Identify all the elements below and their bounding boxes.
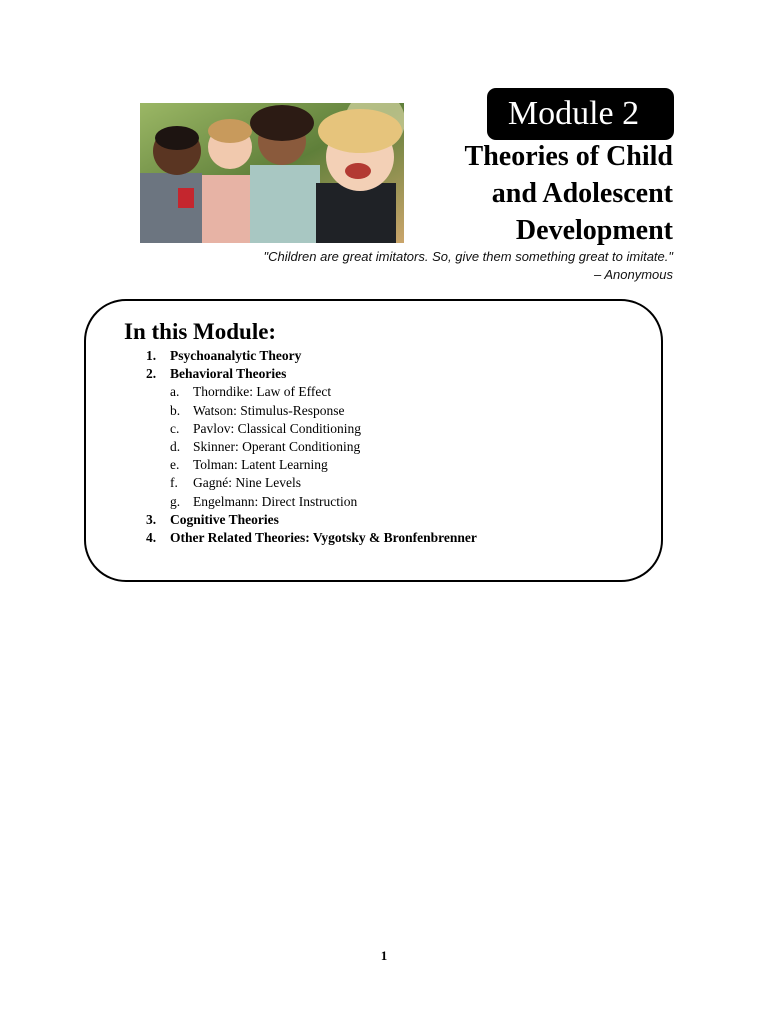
sub-list-item-label: Watson: Stimulus-Response <box>193 402 345 418</box>
sub-list-item: d. Skinner: Operant Conditioning <box>170 438 361 454</box>
list-item-label: Cognitive Theories <box>170 511 279 527</box>
list-item-label: Other Related Theories: Vygotsky & Bronfenbrenner <box>170 529 477 545</box>
epigraph-quote <box>153 248 673 284</box>
sub-list-item: f. Gagné: Nine Levels <box>170 475 301 491</box>
sub-list-item-label: Tolman: Latent Learning <box>193 457 328 473</box>
list-item: 1. Psychoanalytic Theory <box>146 348 302 363</box>
sub-list-item: e. Tolman: Latent Learning <box>170 457 328 473</box>
module-contents-list <box>146 347 646 547</box>
sub-list-item: b. Watson: Stimulus-Response <box>170 402 345 418</box>
sub-list-item-label: Engelmann: Direct Instruction <box>193 493 358 509</box>
sub-list-item: c. Pavlov: Classical Conditioning <box>170 420 361 436</box>
sub-list-item-label: Pavlov: Classical Conditioning <box>193 420 361 436</box>
sub-list-item-label: Gagné: Nine Levels <box>193 475 301 491</box>
sub-list-item: a. Thorndike: Law of Effect <box>170 384 332 400</box>
page-number: 1 <box>380 948 388 963</box>
quote-text: "Children are great imitators. So, give them something great to imitate." <box>263 249 673 264</box>
list-item: 4. Other Related Theories: Vygotsky & Bronfenbrenner <box>146 529 477 545</box>
sub-list-item-label: Thorndike: Law of Effect <box>193 384 332 400</box>
sub-list-item: g. Engelmann: Direct Instruction <box>170 493 358 509</box>
list-item: 3. Cognitive Theories <box>146 511 279 527</box>
list-item-label: Psychoanalytic Theory <box>170 348 302 363</box>
list-item-label: Behavioral Theories <box>170 366 287 382</box>
module-title: Theories of Child and Adolescent Development <box>464 141 673 246</box>
module-contents-heading: In this Module: <box>124 319 277 344</box>
sub-list-item-label: Skinner: Operant Conditioning <box>193 438 361 454</box>
quote-author: – Anonymous <box>593 267 673 282</box>
module-number-badge: Module 2 <box>487 88 674 140</box>
list-item: 2. Behavioral Theories <box>146 366 287 382</box>
